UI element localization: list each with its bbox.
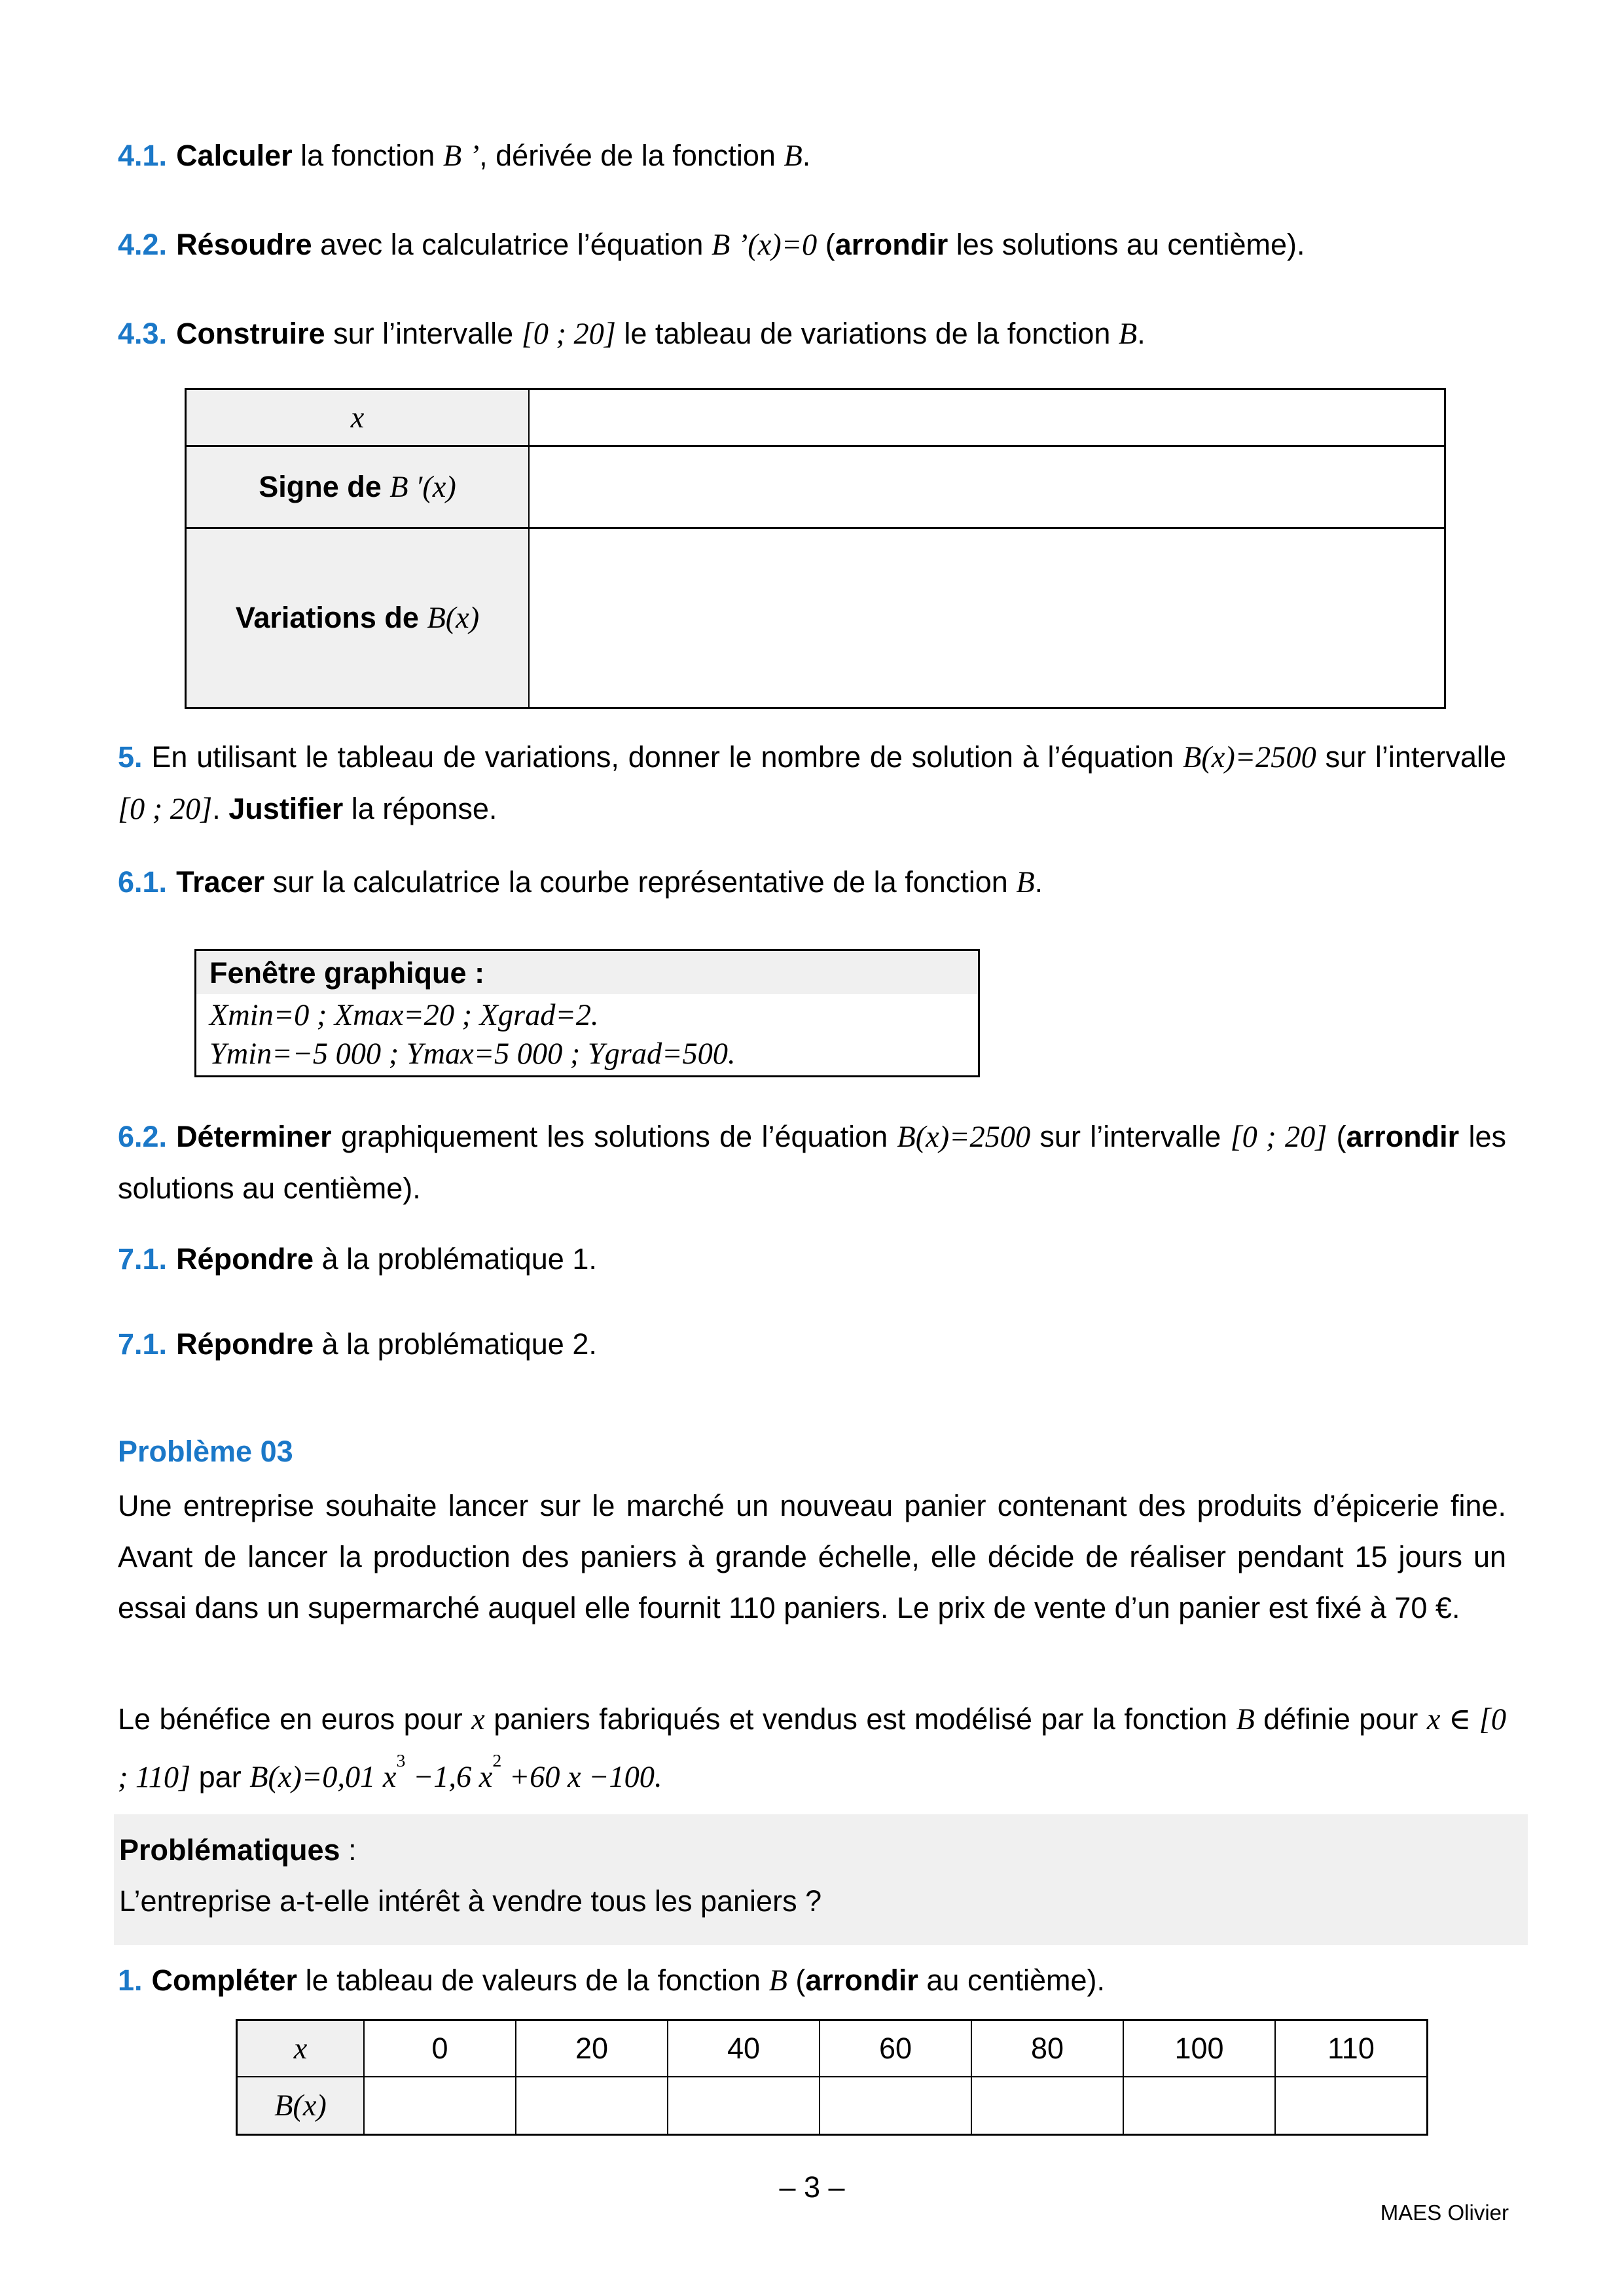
table-row [237, 2077, 1428, 2135]
values-table-x-cell: 80 [971, 2020, 1123, 2077]
bold-word: arrondir [1346, 1120, 1460, 1153]
problem-3-function-paragraph [118, 1694, 1506, 1803]
question-number: 5. [118, 740, 143, 774]
question-text: ( [817, 228, 835, 261]
bold-word: Justifier [228, 792, 344, 825]
math-expression: x [350, 401, 365, 435]
question-text: graphiquement les solutions de l’équation [331, 1120, 897, 1153]
paragraph-text: définie pour [1254, 1702, 1427, 1736]
graph-window-x-settings: Xmin=0 ; Xmax=20 ; Xgrad=2. [209, 999, 599, 1032]
question-text: sur l’intervalle [1316, 740, 1506, 774]
question-verb: Répondre [176, 1242, 314, 1276]
table-row [186, 446, 1445, 528]
formula-exponent: 2 [492, 1750, 502, 1771]
variation-table-variations-label-cell [186, 528, 530, 708]
question-text: la réponse. [343, 792, 497, 825]
formula-fragment: −1,6 x [405, 1761, 493, 1795]
paragraph-text: Le bénéfice en euros pour [118, 1702, 472, 1736]
values-table-x-cell: 0 [364, 2020, 516, 2077]
table-row [237, 2020, 1428, 2077]
question-verb: Résoudre [176, 228, 312, 261]
question-text: . [1137, 317, 1146, 350]
paragraph-text: paniers fabriqués et vendus est modélisé par la fonction [484, 1702, 1236, 1736]
table-row [186, 528, 1445, 708]
graph-window-title: Fenêtre graphique : [196, 951, 978, 994]
question-text: , dérivée de la fonction [479, 139, 784, 172]
values-table [236, 2019, 1428, 2136]
question-number: 6.2. [118, 1120, 168, 1153]
values-table-bx-cell [1275, 2077, 1428, 2135]
question-text: le tableau de variations de la fonction [615, 317, 1119, 350]
values-table-x-cell: 20 [516, 2020, 668, 2077]
values-table-bx-cell [1123, 2077, 1275, 2135]
question-4-2 [118, 228, 1506, 262]
math-expression: B ′(x) [389, 470, 456, 504]
formula-exponent: 3 [396, 1750, 406, 1771]
question-text: . [212, 792, 229, 825]
question-verb: Répondre [176, 1327, 314, 1361]
variation-table-empty-cell [529, 389, 1445, 446]
question-7-1-a [118, 1242, 1506, 1276]
values-table-x-cell: 60 [820, 2020, 971, 2077]
problem-3-title: Problème 03 [118, 1435, 293, 1468]
label-text: Signe de [259, 469, 390, 503]
values-table-bx-cell [364, 2077, 516, 2135]
question-text: le tableau de valeurs de la fonction [297, 1964, 769, 1997]
math-expression: B [784, 139, 803, 173]
question-text: au centième). [918, 1964, 1106, 1997]
variation-table-empty-cell [529, 446, 1445, 528]
question-number: 7.1. [118, 1242, 168, 1276]
values-table-bx-cell [820, 2077, 971, 2135]
values-table-bx-cell [668, 2077, 820, 2135]
values-table-x-cell: 110 [1275, 2020, 1428, 2077]
label-text: Variations de [235, 600, 427, 634]
question-4-1 [118, 139, 1506, 173]
values-table-bx-cell [971, 2077, 1123, 2135]
question-text: sur l’intervalle [325, 317, 522, 350]
question-text: sur la calculatrice la courbe représentative de la fonction [264, 865, 1017, 899]
math-expression: [0 ; 20] [521, 317, 616, 351]
math-expression: B(x) [427, 601, 480, 635]
question-number: 4.3. [118, 317, 168, 350]
question-verb: Calculer [176, 139, 293, 172]
math-expression: B ’(x)=0 [711, 228, 818, 262]
question-text: les solutions au centième). [948, 228, 1305, 261]
question-6-2 [118, 1111, 1506, 1214]
paragraph-text: par [190, 1760, 250, 1794]
question-text: . [802, 139, 811, 172]
math-expression: [0 ; 20] [118, 793, 213, 826]
question-4-3 [118, 317, 1506, 351]
bold-word: arrondir [835, 228, 948, 261]
math-expression: B ’ [442, 139, 480, 173]
question-text: ( [787, 1964, 806, 1997]
question-number: 4.2. [118, 228, 168, 261]
question-1 [118, 1964, 1506, 1998]
question-6-1 [118, 865, 1506, 900]
problematiques-question: L’entreprise a-t-elle intérêt à vendre tous les paniers ? [119, 1884, 822, 1918]
math-expression: B [1236, 1703, 1255, 1736]
graph-window-y-settings: Ymin=−5 000 ; Ymax=5 000 ; Ygrad=500. [209, 1037, 736, 1071]
values-table-x-label-cell [237, 2020, 365, 2077]
math-expression: B [1016, 866, 1035, 899]
math-expression: x ∈ [0 ; 110] [118, 1703, 1506, 1795]
formula-fragment: B(x)=0,01 x [249, 1761, 397, 1795]
question-text: ( [1327, 1120, 1346, 1153]
page-number: – 3 – [779, 2170, 845, 2204]
math-expression: x [471, 1703, 485, 1736]
problematiques-block [114, 1814, 1528, 1945]
author-name: MAES Olivier [1380, 2200, 1509, 2225]
values-table-bx-label-cell [237, 2077, 365, 2135]
question-7-1-b [118, 1327, 1506, 1361]
question-text: la fonction [292, 139, 443, 172]
variation-table-x-label-cell [186, 389, 530, 446]
math-expression: B [768, 1964, 787, 1998]
question-number: 1. [118, 1964, 143, 1997]
question-verb: Compléter [151, 1964, 298, 1997]
variation-table-empty-cell [529, 528, 1445, 708]
question-verb: Déterminer [176, 1120, 332, 1153]
variation-table-sign-label-cell [186, 446, 530, 528]
values-table-x-cell: 100 [1123, 2020, 1275, 2077]
values-table-x-cell: 40 [668, 2020, 820, 2077]
bold-word: arrondir [805, 1964, 918, 1997]
question-text: avec la calculatrice l’équation [312, 228, 712, 261]
math-expression: x [293, 2032, 308, 2066]
math-expression: B(x)=2500 [1183, 741, 1316, 774]
question-text: à la problématique 2. [314, 1327, 597, 1361]
variation-table [185, 388, 1446, 709]
table-row [186, 389, 1445, 446]
graph-window-box [194, 949, 980, 1077]
question-text: sur l’intervalle [1030, 1120, 1231, 1153]
question-number: 6.1. [118, 865, 168, 899]
question-verb: Construire [176, 317, 325, 350]
formula-fragment: +60 x −100. [501, 1761, 662, 1795]
question-5 [118, 732, 1506, 835]
problem-3-intro-paragraph: Une entreprise souhaite lancer sur le marché un nouveau panier contenant des produits d’épicerie fine. Avant de lancer la production des paniers à grande échelle, elle décide de réaliser pendant 15 jours un essai dans un supermarché auquel elle fournit 110 paniers. Le prix de vente d’un panier est fixé à 70 €. [118, 1489, 1506, 1624]
math-expression: B(x)=2500 [897, 1121, 1031, 1154]
question-text: les solutions au centième). [118, 1120, 1506, 1205]
question-text: . [1034, 865, 1043, 899]
math-expression: [0 ; 20] [1230, 1121, 1327, 1154]
question-text: à la problématique 1. [314, 1242, 597, 1276]
values-table-bx-cell [516, 2077, 668, 2135]
math-expression: B [1118, 317, 1138, 351]
question-number: 7.1. [118, 1327, 168, 1361]
punctuation: : [340, 1833, 357, 1867]
question-verb: Tracer [176, 865, 265, 899]
question-number: 4.1. [118, 139, 168, 172]
math-expression: B(x) [274, 2089, 327, 2123]
problematiques-title-line [119, 1825, 1528, 1876]
question-text: En utilisant le tableau de variations, donner le nombre de solution à l’équation [142, 740, 1183, 774]
problematiques-title: Problématiques [119, 1833, 340, 1867]
math-formula [249, 1750, 662, 1795]
